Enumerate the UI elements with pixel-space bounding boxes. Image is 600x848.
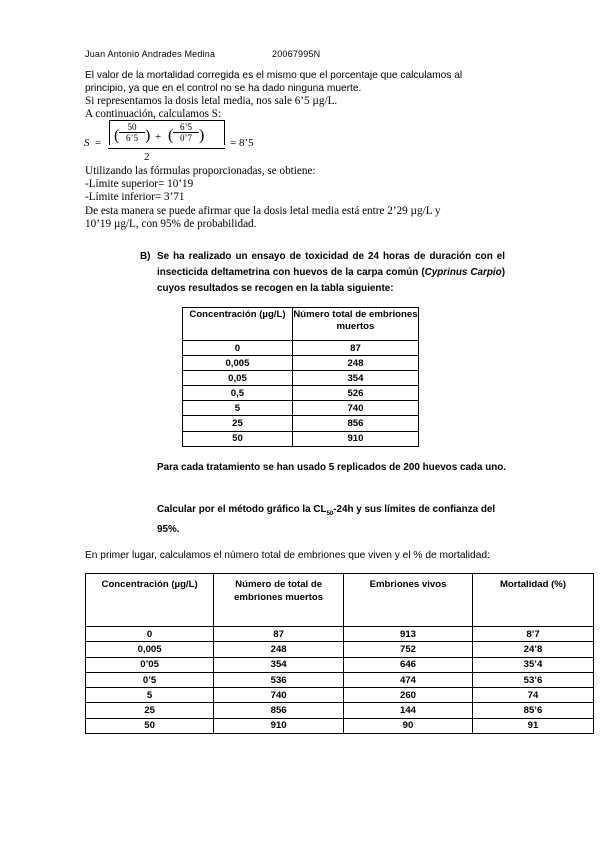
table-2-header-concentration: Concentración (µg/L) [86,574,214,627]
fraction-1-numerator: 50 [119,122,145,133]
formula-paren-close-1: ) [145,127,151,144]
table-cell: 5 [86,688,214,703]
table-row [86,642,594,657]
section-b-text-before: Se ha realizado un ensayo de toxicidad de 24 horas de duración con el insecticida deltametrina con huevos de la carpa común ( [157,251,505,278]
table-cell: 144 [344,703,473,718]
table-row [86,718,594,733]
lead-paragraph: En primer lugar, calculamos el número total de embriones que viven y el % de mortalidad: [85,550,490,561]
table-cell: 25 [183,416,293,431]
fraction-2-numerator: 6’5 [173,122,199,133]
table-cell: 910 [292,431,418,446]
table-cell: 0,005 [183,356,293,371]
table-cell: 85’6 [472,703,593,718]
table-row [183,431,419,446]
table-row [183,341,419,356]
table-row [183,371,419,386]
intro-line-1: El valor de la mortalidad corregida es el mismo que el porcentaje que calculamos al [85,70,463,81]
table-2-header-alive: Embriones vivos [344,574,473,627]
formula-fraction-1 [119,122,145,143]
table-row [86,672,594,687]
table-cell: 740 [292,401,418,416]
table-cell: 0,5 [183,386,293,401]
table-cell: 50 [86,718,214,733]
task-subscript: 50 [326,510,334,517]
table-row [86,627,594,642]
table-cell: 50 [183,431,293,446]
section-b-letter: B) [140,251,151,262]
table-cell: 5 [183,401,293,416]
table-cell: 53’6 [472,672,593,687]
table-cell: 90 [344,718,473,733]
task-text-before: Calcular por el método gráfico la CL [157,504,327,515]
table-row [86,703,594,718]
table-1-header-concentration: Concentración (µg/L) [183,308,293,341]
table-row [86,657,594,672]
table-cell: 856 [292,416,418,431]
table-cell: 260 [344,688,473,703]
table-cell: 354 [292,371,418,386]
table-row [183,356,419,371]
table-cell: 87 [214,627,344,642]
formula-s-symbol: S [84,137,90,149]
table-2-header-mortality: Mortalidad (%) [472,574,593,627]
upper-limit: -Límite superior= 10’19 [85,178,194,190]
table-cell: 913 [344,627,473,642]
formula-main-fraction-bar [108,148,225,149]
intro-line-4: A continuación, calculamos S: [85,108,222,120]
table-cell: 248 [214,642,344,657]
table-cell: 646 [344,657,473,672]
table-cell: 248 [292,356,418,371]
table-cell: 474 [344,672,473,687]
results-line-4: De esta manera se puede afirmar que la dosis letal media está entre 2’29 µg/L y [85,205,441,217]
replicates-paragraph: Para cada tratamiento se han usado 5 replicados de 200 huevos cada uno. [157,462,507,473]
table-cell: 25 [86,703,214,718]
section-b-text [157,249,505,297]
table-cell: 0’5 [86,672,214,687]
table-cell: 0’05 [86,657,214,672]
lower-limit: -Límite inferior= 3’71 [85,191,185,203]
table-1-header-row [183,308,419,341]
s-formula [84,118,284,168]
page-header [85,49,321,59]
results-table-2 [85,573,594,734]
formula-plus: + [155,131,162,143]
table-cell: 87 [292,341,418,356]
table-cell: 0 [183,341,293,356]
table-cell: 740 [214,688,344,703]
formula-paren-open-1: ( [114,127,120,144]
author-name: Juan Antonio Andrades Medina [85,49,216,59]
formula-fraction-2 [173,122,199,143]
species-name: Cyprinus Carpio [424,267,502,278]
table-cell: 536 [214,672,344,687]
table-row [183,401,419,416]
table-cell: 35’4 [472,657,593,672]
student-id: 20067995N [272,49,321,59]
task-paragraph [157,502,507,538]
formula-paren-close-2: ) [199,127,205,144]
formula-denominator: 2 [144,151,150,163]
table-cell: 910 [214,718,344,733]
results-table-1 [182,307,419,447]
table-cell: 856 [214,703,344,718]
table-cell: 0,005 [86,642,214,657]
fraction-2-denominator: 0’7 [180,133,192,143]
section-b-text-after: ) cuyos resultados se recogen en la tabla siguiente: [157,267,505,294]
formula-equals: = [95,137,102,149]
formula-result: = 8’5 [230,137,254,149]
table-cell: 526 [292,386,418,401]
table-2-header-row [86,574,594,627]
table-cell: 74 [472,688,593,703]
table-2-header-dead: Número de total de embriones muertos [214,574,344,627]
table-row [86,688,594,703]
intro-line-3: Si representamos la dosis letal media, nos sale 6’5 µg/L. [85,95,338,107]
table-cell: 0 [86,627,214,642]
table-cell: 354 [214,657,344,672]
results-line-1: Utilizando las fórmulas proporcionadas, se obtiene: [85,165,316,177]
table-cell: 8’7 [472,627,593,642]
fraction-1-denominator: 6’5 [126,133,138,143]
table-1-header-dead: Número total de embriones muertos [292,308,418,341]
intro-line-2: principio, ya que en el control no se ha dado ninguna muerte. [85,83,362,94]
table-cell: 752 [344,642,473,657]
table-cell: 24’8 [472,642,593,657]
results-line-5: 10’19 µg/L, con 95% de probabilidad. [85,218,257,230]
task-text-after: -24h y sus límites de confianza del 95%. [157,504,496,535]
table-row [183,416,419,431]
formula-paren-open-2: ( [168,127,174,144]
table-row [183,386,419,401]
table-cell: 91 [472,718,593,733]
table-cell: 0,05 [183,371,293,386]
